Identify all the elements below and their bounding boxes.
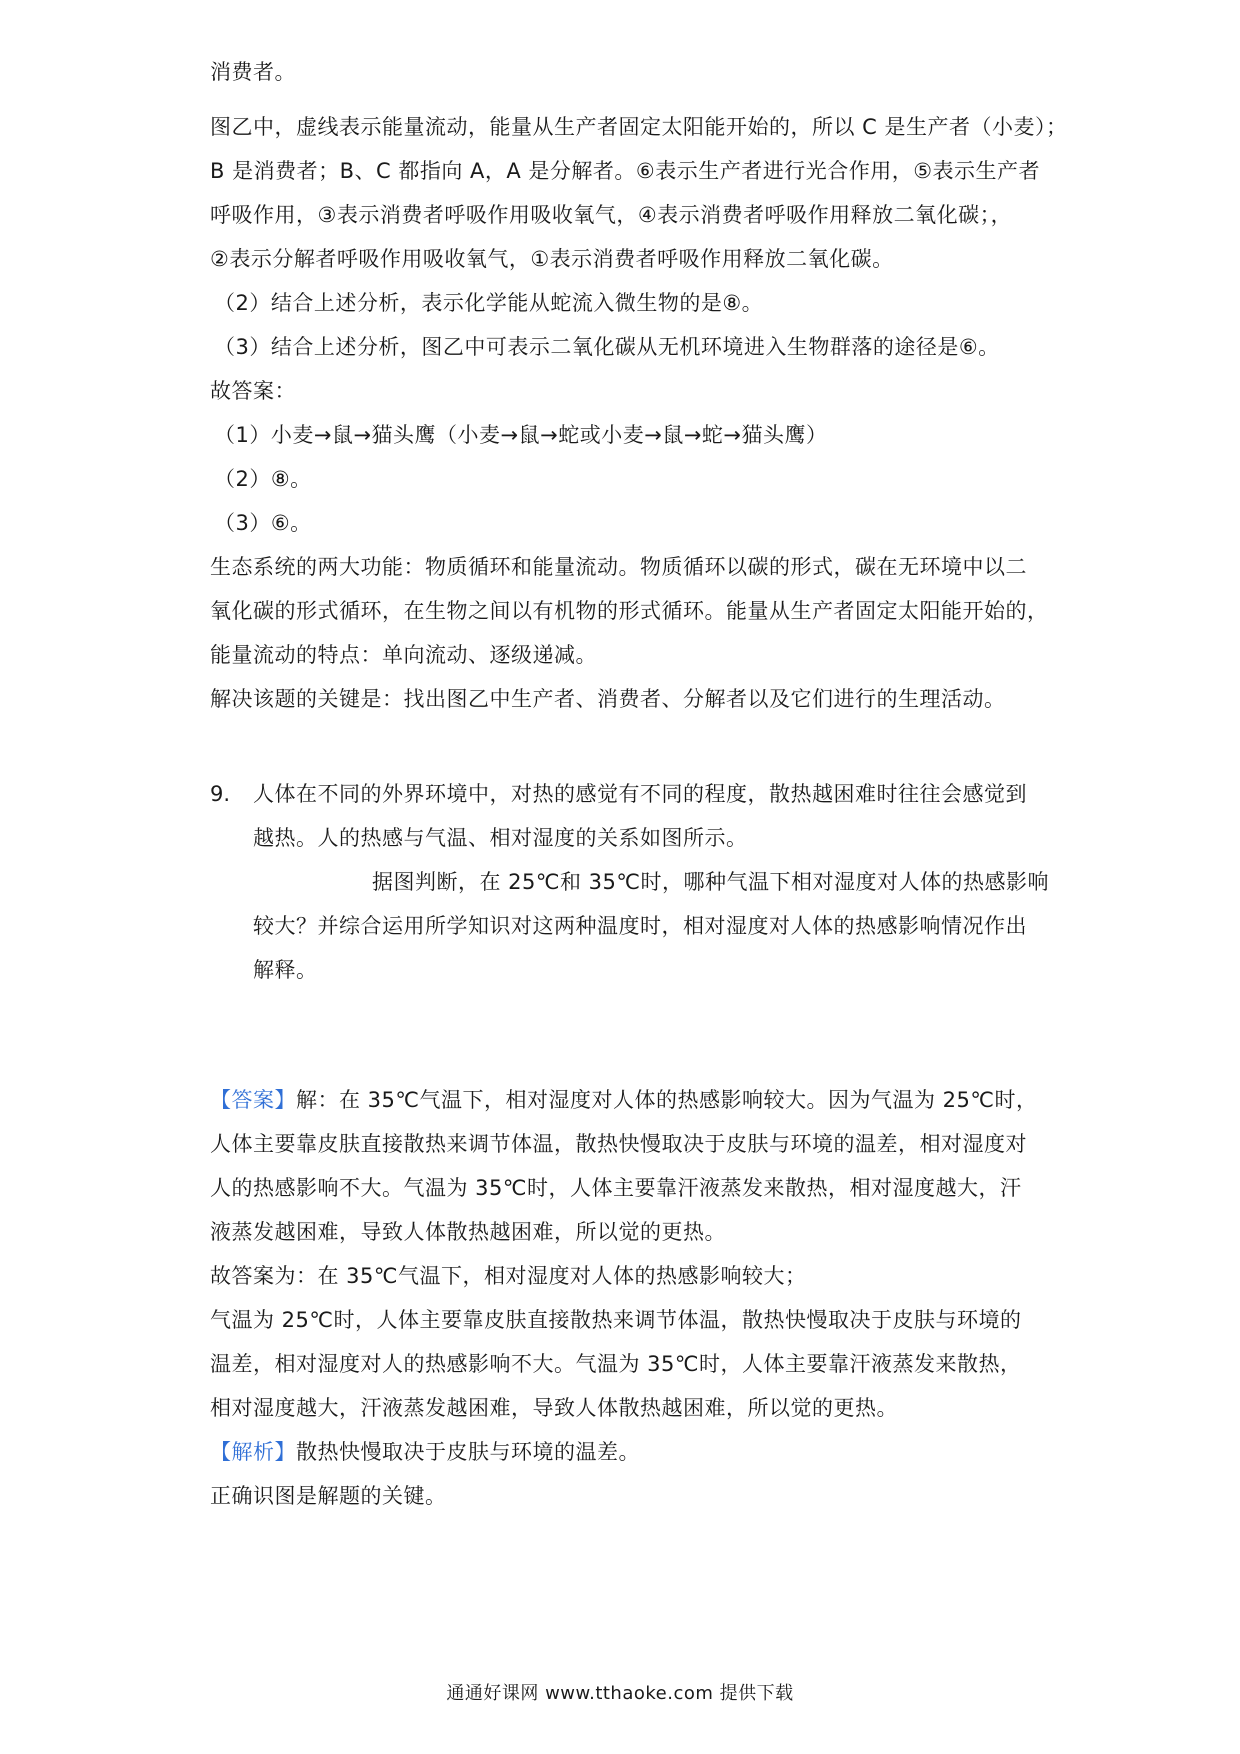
question-text: 人体在不同的外界环境中，对热的感觉有不同的程度，散热越困难时往往会感觉到 bbox=[253, 782, 1027, 806]
answer-text: 相对湿度越大，汗液蒸发越困难，导致人体散热越困难，所以觉的更热。 bbox=[210, 1396, 898, 1420]
analysis-text: 正确识图是解题的关键。 bbox=[210, 1484, 447, 1508]
analysis-text: 散热快慢取决于皮肤与环境的温差。 bbox=[296, 1440, 640, 1464]
text-line: 呼吸作用，③表示消费者呼吸作用吸收氧气，④表示消费者呼吸作用释放二氧化碳；， bbox=[210, 203, 1013, 227]
text-line: 故答案： bbox=[210, 379, 296, 403]
text-line: 能量流动的特点：单向流动、逐级递减。 bbox=[210, 643, 597, 667]
answer-text: 人体主要靠皮肤直接散热来调节体温，散热快慢取决于皮肤与环境的温差，相对湿度对 bbox=[210, 1132, 1027, 1156]
text-line: （3）结合上述分析，图乙中可表示二氧化碳从无机环境进入生物群落的途径是⑥。 bbox=[214, 335, 1000, 359]
answer-tag: 【答案】 bbox=[210, 1088, 296, 1112]
analysis-tag: 【解析】 bbox=[210, 1440, 296, 1464]
answer-text: 温差，相对湿度对人的热感影响不大。气温为 35℃时，人体主要靠汗液蒸发来散热， bbox=[210, 1352, 1022, 1376]
answer-text: 人的热感影响不大。气温为 35℃时，人体主要靠汗液蒸发来散热，相对湿度越大，汗 bbox=[210, 1176, 1022, 1200]
question-number: 9. bbox=[210, 782, 231, 806]
analysis-line bbox=[210, 1438, 640, 1466]
answer-text: 气温为 25℃时，人体主要靠皮肤直接散热来调节体温，散热快慢取决于皮肤与环境的 bbox=[210, 1308, 1022, 1332]
text-line: 解决该题的关键是：找出图乙中生产者、消费者、分解者以及它们进行的生理活动。 bbox=[210, 687, 1006, 711]
page-footer: 通通好课网 www.tthaoke.com 提供下载 bbox=[446, 1683, 794, 1704]
text-line: （2）⑧。 bbox=[214, 467, 312, 491]
text-line: （3）⑥。 bbox=[214, 511, 312, 535]
answer-line bbox=[210, 1086, 1037, 1114]
answer-text: 解：在 35℃气温下，相对湿度对人体的热感影响较大。因为气温为 25℃时， bbox=[296, 1088, 1038, 1112]
text-line: 消费者。 bbox=[210, 60, 296, 84]
question-text: 越热。人的热感与气温、相对湿度的关系如图所示。 bbox=[253, 826, 748, 850]
text-line: B 是消费者；B、C 都指向 A，A 是分解者。⑥表示生产者进行光合作用，⑤表示生产者 bbox=[210, 159, 1041, 183]
text-line: （1）小麦→鼠→猫头鹰（小麦→鼠→蛇或小麦→鼠→蛇→猫头鹰） bbox=[214, 423, 828, 447]
answer-text: 液蒸发越困难，导致人体散热越困难，所以觉的更热。 bbox=[210, 1220, 726, 1244]
text-line: 氧化碳的形式循环，在生物之间以有机物的形式循环。能量从生产者固定太阳能开始的， bbox=[210, 599, 1049, 623]
question-text: 较大？并综合运用所学知识对这两种温度时，相对湿度对人体的热感影响情况作出 bbox=[253, 914, 1027, 938]
text-line: ②表示分解者呼吸作用吸收氧气，①表示消费者呼吸作用释放二氧化碳。 bbox=[210, 247, 894, 271]
answer-text: 故答案为：在 35℃气温下，相对湿度对人体的热感影响较大； bbox=[210, 1264, 807, 1288]
text-line: （2）结合上述分析，表示化学能从蛇流入微生物的是⑧。 bbox=[214, 291, 764, 315]
text-line: 生态系统的两大功能：物质循环和能量流动。物质循环以碳的形式，碳在无环境中以二 bbox=[210, 555, 1027, 579]
question-text: 解释。 bbox=[253, 958, 318, 982]
question-text: 据图判断，在 25℃和 35℃时，哪种气温下相对湿度对人体的热感影响 bbox=[372, 870, 1049, 894]
text-line: 图乙中，虚线表示能量流动，能量从生产者固定太阳能开始的，所以 C 是生产者（小麦）； bbox=[210, 115, 1068, 139]
